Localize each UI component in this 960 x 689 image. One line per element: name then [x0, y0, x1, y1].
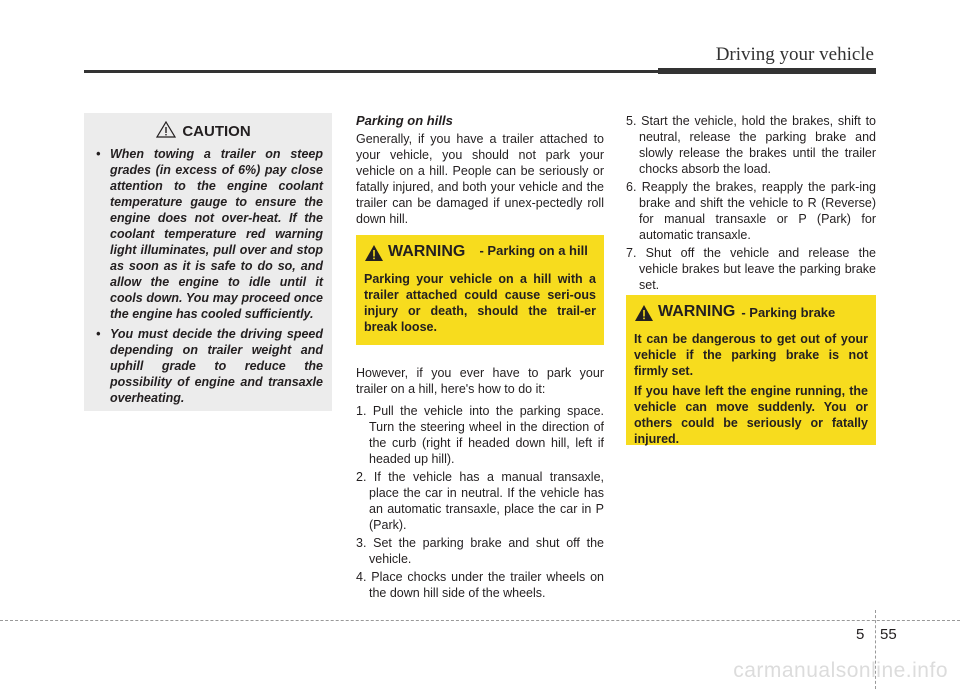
- caution-title: CAUTION: [182, 123, 251, 140]
- warning-subtitle: - Parking brake: [741, 305, 836, 320]
- warning-text: Parking your vehicle on a hill with a trailer attached could cause seri-ous injury or death, should the trail-er break loose.: [364, 272, 596, 334]
- step-item: 4. Place chocks under the trailer wheels on the down hill side of the wheels.: [356, 570, 604, 600]
- header-rule-accent: [658, 68, 876, 74]
- warning-heading: [634, 303, 868, 327]
- parking-title: Parking on hills: [356, 113, 453, 128]
- warning-box-hill: [356, 235, 604, 345]
- footer-rule: [0, 620, 960, 621]
- page-number: 55: [880, 626, 897, 643]
- warning-text: It can be dangerous to get out of your vehicle if the parking brake is not firmly set.: [634, 332, 868, 378]
- step-item: 5. Start the vehicle, hold the brakes, shift to neutral, release the parking brake and slowly release the brakes until the trailer chocks absorb the load.: [626, 114, 876, 176]
- parking-however: However, if you ever have to park your trailer on a hill, here's how to do it:: [356, 366, 604, 396]
- caution-triangle-icon: [156, 121, 176, 142]
- chapter-number: 5: [856, 626, 865, 643]
- parking-steps-continued: [626, 113, 876, 295]
- warning-triangle-icon: [364, 244, 384, 267]
- step-item: 2. If the vehicle has a manual transaxle, place the car in neutral. If the vehicle has an automatic transaxle, place the car in P (Park).: [356, 470, 604, 532]
- warning-subtitle: - Parking on a hill: [479, 243, 588, 258]
- warning-box-brake: [626, 295, 876, 445]
- parking-column: [356, 113, 604, 603]
- step-item: 3. Set the parking brake and shut off the vehicle.: [356, 536, 604, 566]
- caution-item: • When towing a trailer on steep grades (in excess of 6%) pay close attention to the engine coolant temperature gauge to ensure the engine does not over-heat. If the coolant temperature red warning light illuminates, pull over and stop as soon as it is safe to do so, and allow the engine to idle until it cools down. You may proceed once the engine has cooled sufficiently.: [96, 146, 323, 322]
- warning-label: WARNING: [388, 243, 466, 260]
- caution-list: [96, 146, 323, 406]
- parking-steps-2: [626, 113, 876, 293]
- parking-steps: [356, 403, 604, 601]
- caution-box: [84, 113, 332, 411]
- caution-heading: [96, 121, 323, 142]
- caution-item: • You must decide the driving speed depending on trailer weight and uphill grade to reduce the possibility of engine and transaxle overheating.: [96, 326, 323, 406]
- warning-triangle-icon: [634, 304, 654, 327]
- warning-heading: [364, 243, 596, 267]
- watermark: carmanualsonline.info: [733, 659, 948, 682]
- parking-intro: Generally, if you have a trailer attached to your vehicle, you should not park your vehicle on a hill. People can be seriously or fatally injured, and both your vehicle and the trailer can be damaged if unex-pectedly roll down hill.: [356, 132, 604, 226]
- section-header: Driving your vehicle: [715, 44, 874, 65]
- warning-text: If you have left the engine running, the vehicle can move suddenly. You or others could be seriously or fatally injured.: [634, 384, 868, 446]
- step-item: 6. Reapply the brakes, reapply the park-ing brake and shift the vehicle to R (Reverse) for manual transaxle or P (Park) for automatic transaxle.: [626, 180, 876, 242]
- warning-label: WARNING: [658, 303, 736, 320]
- step-item: 1. Pull the vehicle into the parking space. Turn the steering wheel in the direction of the curb (right if headed down hill, left if headed up hill).: [356, 404, 604, 466]
- step-item: 7. Shut off the vehicle and release the vehicle brakes but leave the parking brake set.: [626, 246, 876, 292]
